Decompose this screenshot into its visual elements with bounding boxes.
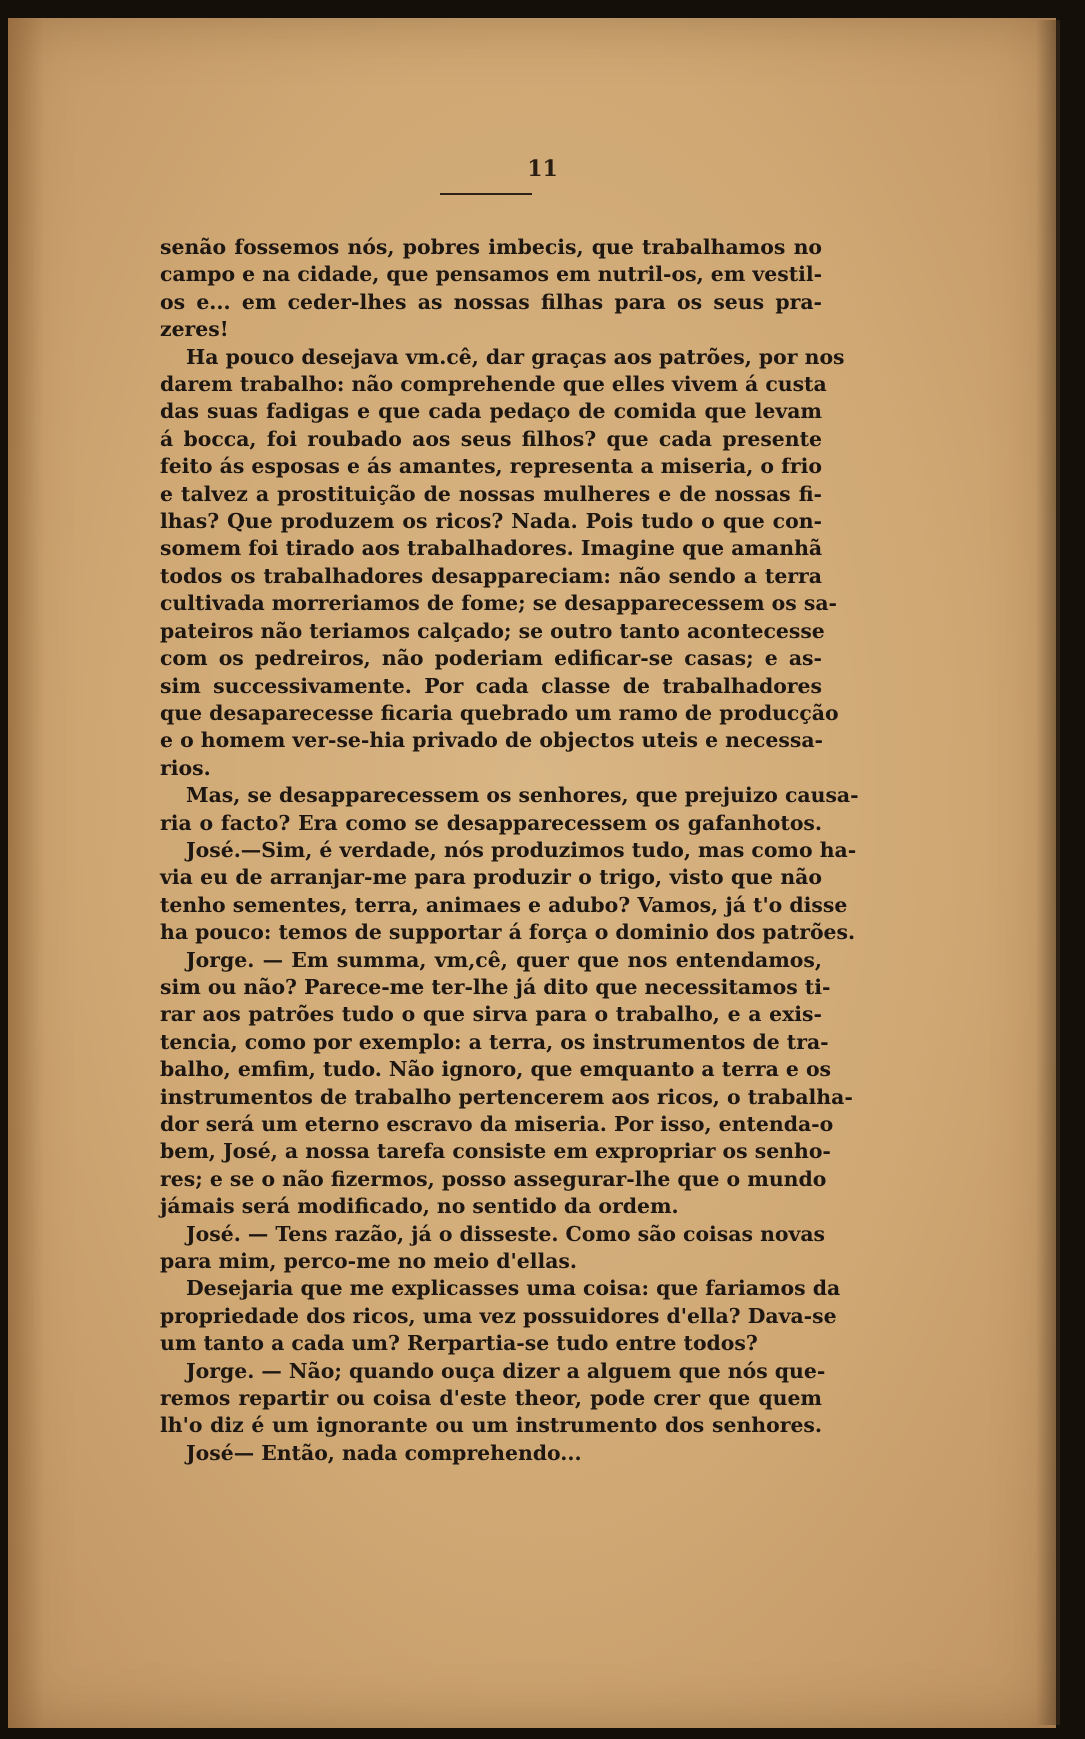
text-line: remos repartir ou coisa d'este theor, pode crer que quem [160, 1386, 822, 1411]
text-line: para mim, perco-me no meio d'ellas. [160, 1249, 577, 1274]
text-line: pateiros não teriamos calçado; se outro tanto acontecesse [160, 618, 825, 643]
body-text [160, 234, 859, 1467]
page-number: 11 [527, 156, 558, 182]
text-line: balho, emfim, tudo. Não ignoro, que emquanto a terra e os [160, 1057, 832, 1082]
text-line: ria o facto? Era como se desapparecessem os gafanhotos. [160, 810, 822, 835]
text-line: os e... em ceder-lhes as nossas filhas para os seus pra- [160, 289, 822, 314]
text-line: feito ás esposas e ás amantes, representa a miseria, o frio [160, 454, 822, 479]
text-line: lh'o diz é um ignorante ou um instrumento dos senhores. [160, 1413, 822, 1438]
text-line: somem foi tirado aos trabalhadores. Imagine que amanhã [160, 536, 823, 561]
text-line: e talvez a prostituição de nossas mulheres e de nossas fi- [160, 481, 822, 506]
text-line: tenho sementes, terra, animaes e adubo? Vamos, já t'o disse [160, 892, 848, 917]
text-line: e o homem ver-se-hia privado de objectos uteis e necessa- [160, 728, 823, 753]
text-line: ha pouco: temos de supportar á força o dominio dos patrões. [160, 920, 856, 945]
text-line: das suas fadigas e que cada pedaço de comida que levam [160, 399, 822, 424]
text-line: jámais será modificado, no sentido da ordem. [160, 1194, 679, 1219]
text-line: campo e na cidade, que pensamos em nutril-os, em vestil- [160, 262, 823, 287]
header-rule [440, 193, 532, 195]
text-line: que desaparecesse ficaria quebrado um ramo de producção [160, 700, 839, 725]
text-line: todos os trabalhadores desappareciam: não sendo a terra [160, 563, 822, 588]
page-left-edge [8, 18, 44, 1728]
text-line: sim successivamente. Por cada classe de trabalhadores [160, 673, 822, 698]
text-line: rios. [160, 755, 211, 780]
text-line: via eu de arranjar-me para produzir o trigo, visto que não [160, 865, 822, 890]
text-line: Ha pouco desejava vm.cê, dar graças aos patrões, por nos [186, 344, 845, 369]
page-right-edge [1036, 20, 1060, 1725]
text-line: José— Então, nada comprehendo... [186, 1440, 582, 1465]
text-line: rar aos patrões tudo o que sirva para o trabalho, e a exis- [160, 1002, 822, 1027]
text-line: res; e se o não fizermos, posso assegurar-lhe que o mundo [160, 1166, 827, 1191]
text-line: Jorge. — Em summa, vm,cê, quer que nos entendamos, [186, 947, 822, 972]
text-line: propriedade dos ricos, uma vez possuidores d'ella? Dava-se [160, 1303, 837, 1328]
text-line: zeres! [160, 317, 229, 342]
text-line: cultivada morreriamos de fome; se desapparecessem os sa- [160, 591, 837, 616]
text-line: bem, José, a nossa tarefa consiste em expropriar os senho- [160, 1139, 831, 1164]
text-line: José.—Sim, é verdade, nós produzimos tudo, mas como ha- [186, 837, 857, 862]
text-line: lhas? Que produzem os ricos? Nada. Pois tudo o que con- [160, 509, 822, 534]
text-line: Mas, se desapparecessem os senhores, que prejuizo causa- [186, 783, 859, 808]
text-line: tencia, como por exemplo: a terra, os instrumentos de tra- [160, 1029, 829, 1054]
text-line: sim ou não? Parece-me ter-lhe já dito que necessitamos ti- [160, 974, 831, 999]
text-line: dor será um eterno escravo da miseria. Por isso, entenda-o [160, 1112, 834, 1136]
text-line: José. — Tens razão, já o disseste. Como são coisas novas [186, 1221, 826, 1246]
text-line: á bocca, foi roubado aos seus filhos? que cada presente [160, 426, 822, 451]
text-line: darem trabalho: não comprehende que elles vivem á custa [160, 372, 827, 397]
text-line: instrumentos de trabalho pertencerem aos ricos, o trabalha- [160, 1084, 853, 1109]
text-line: um tanto a cada um? Rerpartia-se tudo entre todos? [160, 1331, 758, 1356]
text-line: com os pedreiros, não poderiam edificar-se casas; e as- [160, 646, 822, 671]
text-line: Jorge. — Não; quando ouça dizer a alguem que nós que- [186, 1358, 826, 1383]
text-line: Desejaria que me explicasses uma coisa: que fariamos da [186, 1276, 841, 1301]
text-line: senão fossemos nós, pobres imbecis, que trabalhamos no [160, 235, 822, 259]
